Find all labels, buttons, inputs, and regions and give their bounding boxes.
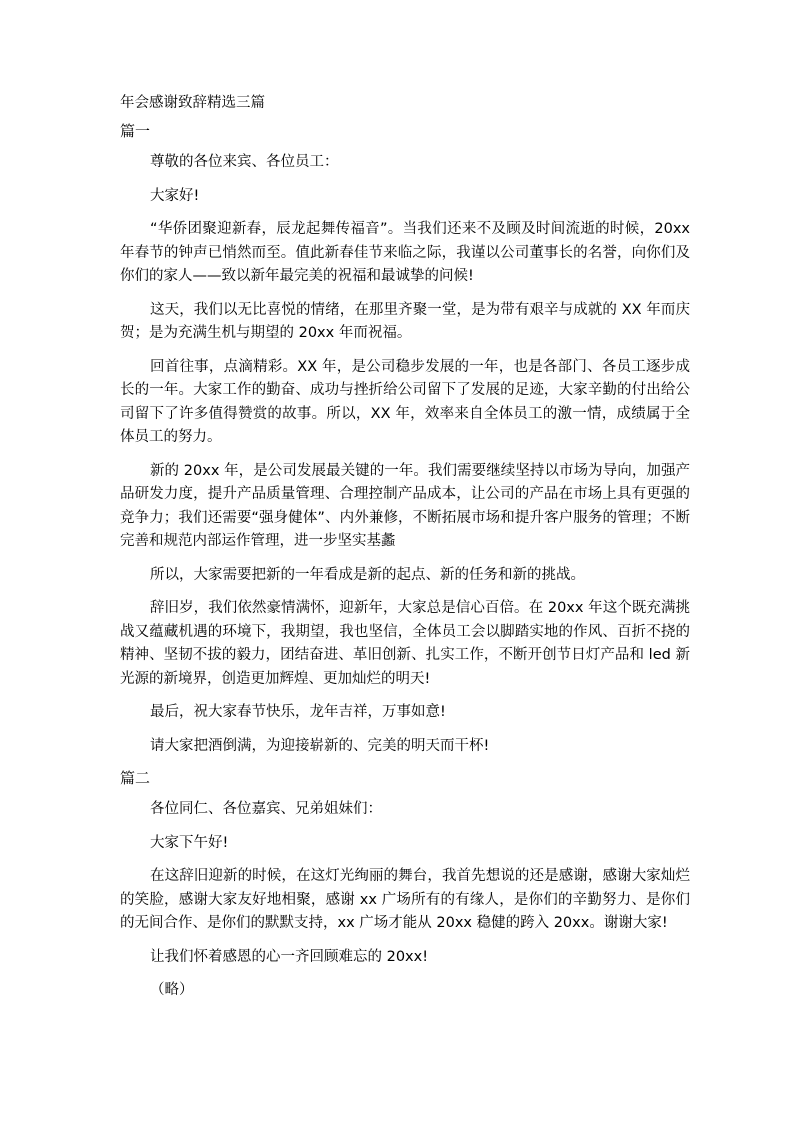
paragraph: 在这辞旧迎新的时候，在这灯光绚丽的舞台，我首先想说的还是感谢，感谢大家灿烂的笑脸，感谢大家友好地相聚，感谢 xx 广场所有的有缘人，是你们的辛勤努力、是你们的无间合作、是你们的默默支持，xx 广场才能从 20xx 稳健的跨入 20xx。谢谢大家! [120, 868, 690, 931]
omitted-note: （略） [150, 982, 194, 998]
greeting: 大家下午好! [150, 834, 229, 851]
paragraph: 辞旧岁，我们依然豪情满怀，迎新年，大家总是信心百倍。在 20xx 年这个既充满挑战又蕴藏机遇的环境下，我期望，我也坚信，全体员工会以脚踏实地的作风、百折不挠的精神、坚韧不拔的毅力，团结奋进、革旧创新、扎实工作，不断开创节日灯产品和 led 新光源的新境界，创造更加辉煌、更加灿烂的明天! [120, 600, 690, 687]
section-heading: 篇二 [120, 769, 151, 787]
document-page [120, 93, 690, 1013]
document-title: 年会感谢致辞精选三篇 [120, 95, 265, 111]
paragraph: 所以，大家需要把新的一年看成是新的起点、新的任务和新的挑战。 [150, 566, 585, 583]
paragraph: 最后，祝大家春节快乐，龙年吉祥，万事如意! [150, 704, 446, 720]
salutation: 尊敬的各位来宾、各位员工： [150, 154, 339, 170]
paragraph: 回首往事，点滴精彩。XX 年，是公司稳步发展的一年，也是各部门、各员工逐步成长的一年。大家工作的勤奋、成功与挫折给公司留下了发展的足迹，大家辛勤的付出给公司留下了许多值得赞赏的故事。所以，XX 年，效率来自全体员工的激一情，成绩属于全体员工的努力。 [120, 358, 690, 445]
paragraph: 让我们怀着感恩的心一齐回顾难忘的 20xx! [150, 948, 429, 965]
salutation: 各位同仁、各位嘉宾、兄弟姐妹们： [150, 801, 382, 817]
section-heading: 篇一 [120, 122, 151, 140]
section-2 [120, 768, 690, 1003]
paragraph: 新的 20xx 年，是公司发展最关键的一年。我们需要继续坚持以市场为导向，加强产品研发力度，提升产品质量管理、合理控制产品成本，让公司的产品在市场上具有更强的竞争力；我们还需要“强身健体”、内外兼修，不断拓展市场和提升客户服务的管理；不断完善和规范内部运作管理，进一步坚实基蠡 [120, 462, 690, 549]
section-1 [120, 121, 690, 758]
paragraph: 这天，我们以无比喜悦的情绪，在那里齐聚一堂，是为带有艰辛与成就的 XX 年而庆贺；是为充满生机与期望的 20xx 年而祝福。 [120, 301, 690, 341]
greeting: 大家好! [150, 187, 200, 204]
paragraph: “华侨团聚迎新春，辰龙起舞传福音”。当我们还来不及顾及时间流逝的时候，20xx 年春节的钟声已悄然而至。值此新春佳节来临之际，我谨以公司董事长的名誉，向你们及你们的家人——致以新年最完美的祝福和最诚挚的问候! [120, 221, 690, 284]
paragraph: 请大家把酒倒满，为迎接崭新的、完美的明天而干杯! [150, 737, 490, 754]
